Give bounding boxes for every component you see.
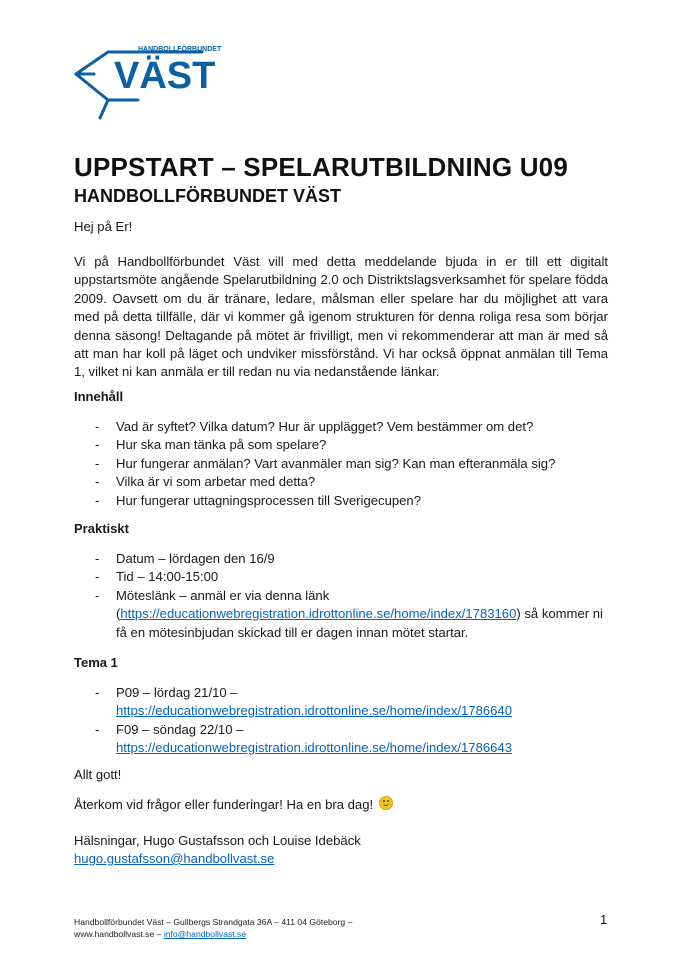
list-item: - Hur ska man tänka på som spelare? bbox=[74, 436, 608, 454]
p09-label: P09 – lördag 21/10 – bbox=[116, 685, 238, 700]
meeting-registration-link[interactable]: https://educationwebregistration.idrottonline.se/home/index/1783160 bbox=[120, 606, 517, 622]
page-title: UPPSTART – SPELARUTBILDNING U09 bbox=[74, 152, 568, 182]
meeting-link-open-paren: ( bbox=[116, 606, 121, 622]
practical-time: - Tid – 14:00-15:00 bbox=[74, 568, 608, 586]
practical-list bbox=[74, 550, 608, 642]
regards-text: Hälsningar, Hugo Gustafsson och Louise Idebäck bbox=[74, 833, 361, 848]
page-number: 1 bbox=[600, 912, 608, 927]
logo-region-name: VÄST bbox=[114, 55, 216, 97]
practical-meeting-link-item bbox=[74, 587, 608, 642]
f09-label: F09 – söndag 22/10 – bbox=[116, 721, 244, 737]
tema1-p09-item bbox=[74, 684, 608, 721]
allt-gott-text: Allt gott! bbox=[74, 767, 122, 782]
footer-separator: – bbox=[154, 929, 164, 939]
logo-org-name: HANDBOLLFÖRBUNDET bbox=[138, 46, 222, 53]
page-footer bbox=[74, 916, 352, 940]
list-item: - Vilka är vi som arbetar med detta? bbox=[74, 473, 608, 491]
logo-graphic bbox=[72, 44, 222, 124]
f09-registration-link[interactable]: https://educationwebregistration.idrottonline.se/home/index/1786643 bbox=[116, 740, 512, 756]
signature-email-line bbox=[74, 850, 608, 868]
list-item: - Hur fungerar anmälan? Vart avanmäler man sig? Kan man efteranmäla sig? bbox=[74, 455, 608, 473]
practical-date: - Datum – lördagen den 16/9 bbox=[74, 550, 608, 568]
greeting: Hej på Er! bbox=[74, 219, 133, 234]
practical-heading: Praktiskt bbox=[74, 521, 129, 536]
content-heading: Innehåll bbox=[74, 389, 124, 404]
footer-contact-line bbox=[74, 928, 352, 940]
smiley-icon bbox=[379, 796, 393, 810]
footer-website: www.handbollvast.se bbox=[74, 929, 155, 939]
list-item: - Vad är syftet? Vilka datum? Hur är upplägget? Vem bestämmer om det? bbox=[74, 418, 608, 436]
footer-address: Handbollförbundet Väst – Gullbergs Strandgata 36A – 411 04 Göteborg – bbox=[74, 917, 353, 927]
tema1-f09-item bbox=[74, 721, 608, 758]
meeting-link-label: Möteslänk – anmäl er via denna länk bbox=[116, 587, 330, 603]
tema1-heading: Tema 1 bbox=[74, 655, 118, 670]
questions-text: Återkom vid frågor eller funderingar! Ha en bra dag! bbox=[74, 797, 374, 812]
p09-registration-link[interactable]: https://educationwebregistration.idrottonline.se/home/index/1786640 bbox=[116, 703, 512, 719]
intro-paragraph: Vi på Handbollförbundet Väst vill med detta meddelande bjuda in er till ett digitalt uppstartsmöte angående Spelarutbildning 2.0 och Distriktslagsverksamhet för spelare födda 2009. Oavsett om du är tränare, ledare, målsman eller spelare har du möjlighet att vara med på detta tillfälle, där vi kommer gå igenom strukturen för denna roliga resa som börjar denna säsong! Deltagande på mötet är frivilligt, men vi rekommenderar att man är med så att man har koll på läget och undviker missförstånd. Vi har också öppnat anmälan till Tema 1, vilket ni kan anmäla er till redan nu via nedanstående länkar. bbox=[74, 254, 608, 380]
contact-email-link[interactable]: hugo.gustafsson@handbollvast.se bbox=[74, 851, 275, 866]
list-item: - Hur fungerar uttagningsprocessen till Sverigecupen? bbox=[74, 492, 608, 510]
page-subtitle: HANDBOLLFÖRBUNDET VÄST bbox=[74, 186, 341, 206]
footer-email-link[interactable]: info@handbollvast.se bbox=[163, 929, 247, 939]
tema1-list bbox=[74, 684, 608, 758]
handbollforbundet-vast-logo bbox=[72, 44, 222, 124]
content-list bbox=[74, 418, 608, 510]
meeting-link-suffix: ) så kommer ni få en mötesinbjudan skickad till er dagen innan mötet startar. bbox=[116, 606, 603, 640]
questions-line bbox=[74, 796, 608, 814]
